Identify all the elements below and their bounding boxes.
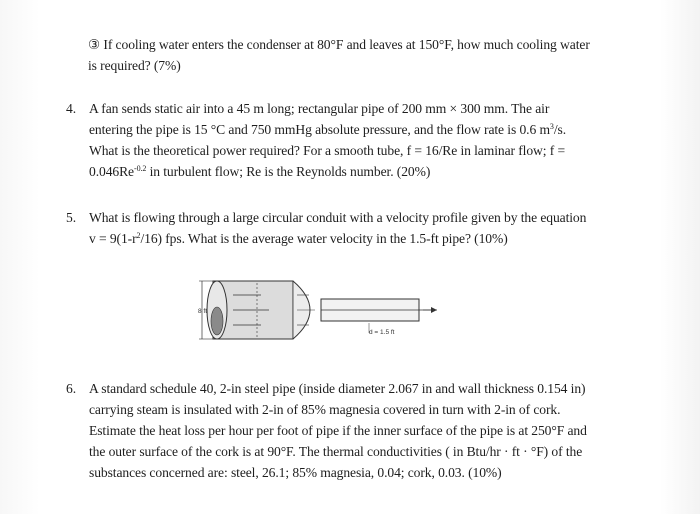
q6-line-1: A standard schedule 40, 2-in steel pipe (inside diameter 2.067 in and wall thickness 0.154 in)	[89, 381, 586, 396]
q6-line-2: carrying steam is insulated with 2-in of 85% magnesia covered in turn with 2-in of cork.	[89, 402, 561, 417]
question-5-number: 5.	[66, 210, 77, 225]
q4-line-4: $0.046Re^{-0.2}$ in turbulent flow; Re is the Reynolds number. (20%)	[89, 164, 431, 179]
conduit-velocity-profile-figure	[197, 275, 447, 345]
circled-3-marker: ③	[88, 37, 101, 52]
q5-line-1: What is flowing through a large circular conduit with a velocity profile given by the equation	[89, 210, 587, 225]
conduit-end-inner	[211, 307, 223, 335]
q6-line-4: the outer surface of the cork is at 90°F. The thermal conductivities ( in Btu/hr · ft · °F) of the	[89, 444, 583, 459]
question-6-number: 6.	[66, 381, 77, 396]
part-3-line-2: is required? (7%)	[88, 58, 181, 73]
q4-line-1: A fan sends static air into a 45 m long; rectangular pipe of 200 mm × 300 mm. The air	[89, 101, 550, 116]
part-3-line-1: ③ If cooling water enters the condenser at 80°F and leaves at 150°F, how much cooling water	[88, 37, 590, 52]
question-4-number: 4.	[66, 101, 77, 116]
label-8-ft: 8 ft	[198, 308, 208, 315]
label-d-1-5-ft: d = 1.5 ft	[369, 329, 395, 336]
q6-line-5: substances concerned are: steel, 26.1; 85% magnesia, 0.04; cork, 0.03. (10%)	[89, 465, 502, 480]
question-4-text	[89, 98, 566, 182]
question-3-part-3	[88, 34, 590, 76]
q4-line-2: entering the pipe is 15 °C and 750 mmHg absolute pressure, and the flow rate is 0.6 $m^3/s$.	[89, 122, 566, 137]
q6-line-3: Estimate the heat loss per hour per foot of pipe if the inner surface of the pipe is at 250°F and	[89, 423, 587, 438]
question-6-text	[89, 378, 587, 483]
q4-line-3: What is the theoretical power required? For a smooth tube, f = 16/Re in laminar flow; f =	[89, 143, 566, 158]
question-5-text	[89, 207, 586, 249]
q5-line-2: $v = 9(1-r^2/16)$ fps. What is the average water velocity in the 1.5-ft pipe? (10%)	[89, 231, 508, 246]
